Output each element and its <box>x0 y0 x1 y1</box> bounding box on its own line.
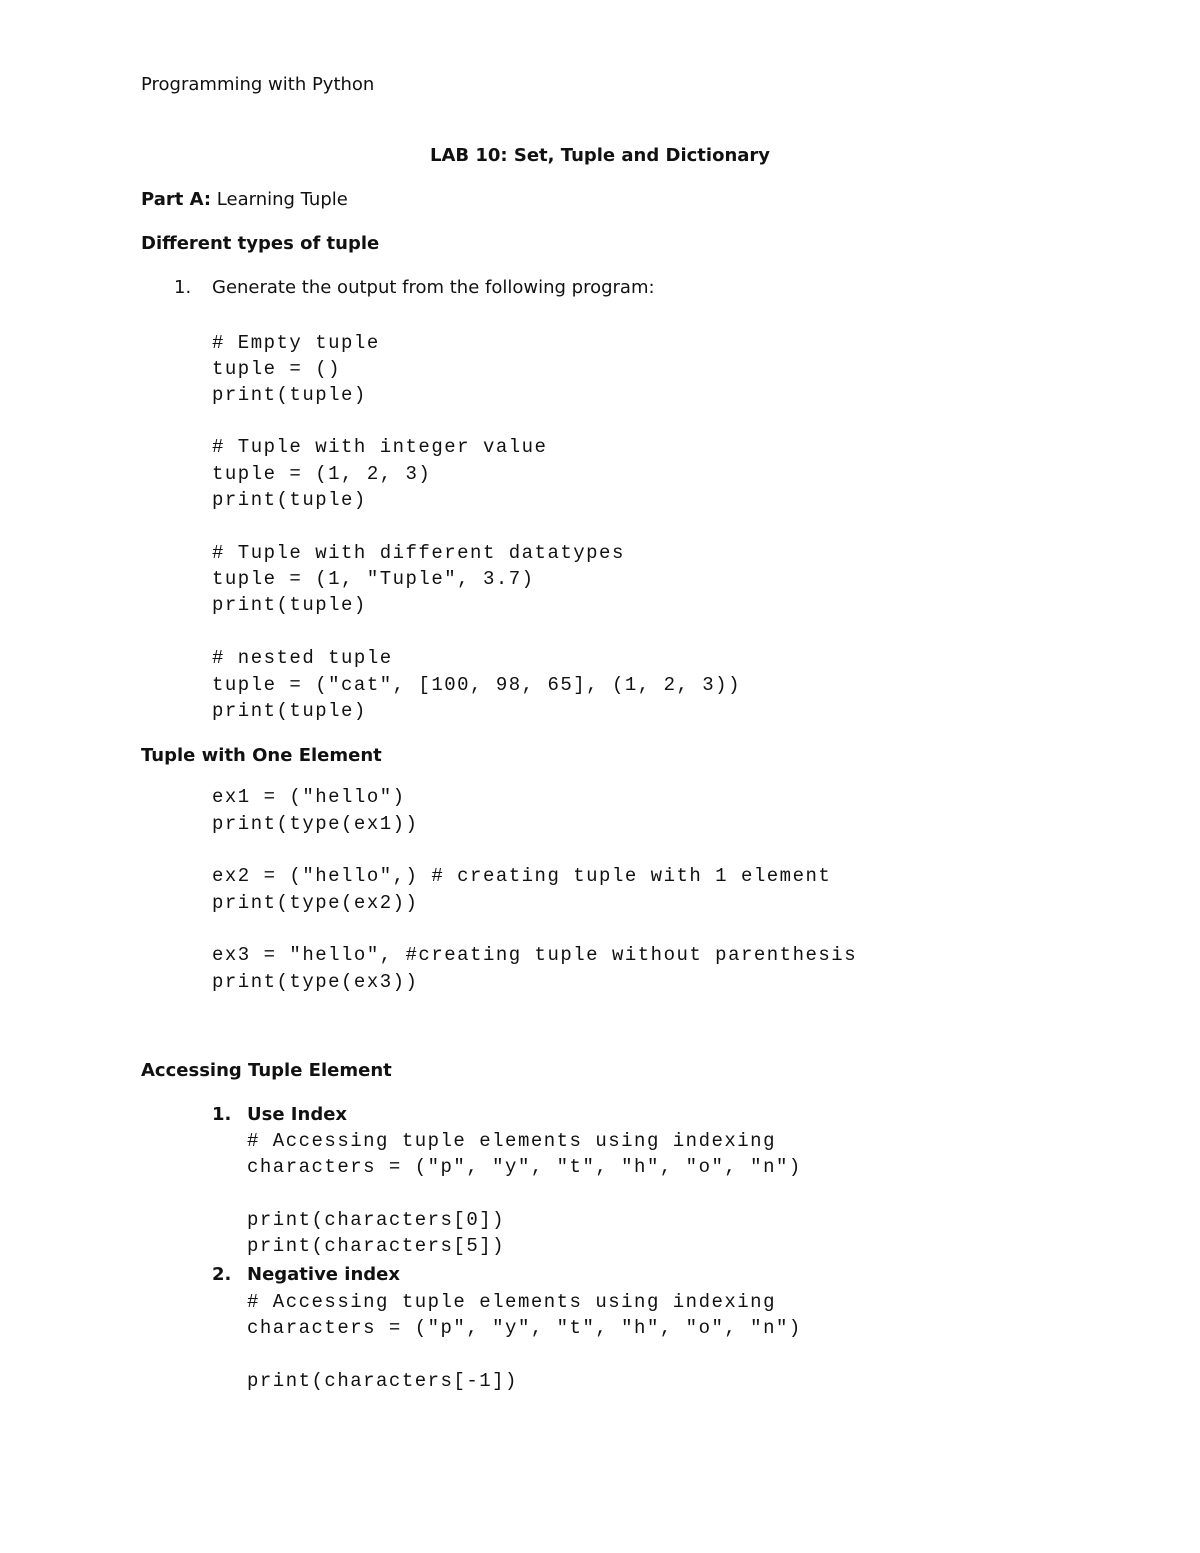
code-line: # Empty tuple <box>212 332 380 354</box>
code-line: print(characters[0]) <box>247 1209 506 1231</box>
code-line: print(characters[-1]) <box>247 1370 518 1392</box>
code-line: tuple = ("cat", [100, 98, 65], (1, 2, 3)) <box>212 674 741 696</box>
document-title: LAB 10: Set, Tuple and Dictionary <box>429 145 771 166</box>
negative-index-label: Negative index <box>247 1264 400 1285</box>
code-line: # Tuple with integer value <box>212 436 548 458</box>
code-line: # Tuple with different datatypes <box>212 542 625 564</box>
code-line: # nested tuple <box>212 647 393 669</box>
code-line: print(type(ex2)) <box>212 892 419 914</box>
code-line: characters = ("p", "y", "t", "h", "o", "n") <box>247 1156 802 1178</box>
code-line: print(tuple) <box>212 384 367 406</box>
code-line: ex3 = "hello", #creating tuple without parenthesis <box>212 944 858 966</box>
code-line: # Accessing tuple elements using indexing <box>247 1130 776 1152</box>
code-line: tuple = () <box>212 358 342 380</box>
code-line: print(type(ex1)) <box>212 813 419 835</box>
part-a-label: Part A: <box>141 189 212 210</box>
code-line: characters = ("p", "y", "t", "h", "o", "n") <box>247 1317 802 1339</box>
use-index-number: 1. <box>212 1104 232 1125</box>
code-line: print(tuple) <box>212 700 367 722</box>
item1-text: Generate the output from the following program: <box>212 277 655 298</box>
part-a-line <box>141 189 348 210</box>
code-line: ex1 = ("hello") <box>212 786 406 808</box>
running-header: Programming with Python <box>141 74 375 95</box>
code-line: print(type(ex3)) <box>212 971 419 993</box>
code-line: print(tuple) <box>212 594 367 616</box>
negative-index-number: 2. <box>212 1264 232 1285</box>
code-line: print(characters[5]) <box>247 1235 506 1257</box>
accessing-heading: Accessing Tuple Element <box>141 1060 392 1081</box>
code-line: tuple = (1, "Tuple", 3.7) <box>212 568 535 590</box>
item1-number: 1. <box>174 277 192 298</box>
code-line: ex2 = ("hello",) # creating tuple with 1 element <box>212 865 832 887</box>
use-index-label: Use Index <box>247 1104 348 1125</box>
part-a-text: Learning Tuple <box>211 189 348 210</box>
code-line: tuple = (1, 2, 3) <box>212 463 432 485</box>
types-heading: Different types of tuple <box>141 233 380 254</box>
code-line: print(tuple) <box>212 489 367 511</box>
code-line: # Accessing tuple elements using indexing <box>247 1291 776 1313</box>
one-element-heading: Tuple with One Element <box>141 745 382 766</box>
